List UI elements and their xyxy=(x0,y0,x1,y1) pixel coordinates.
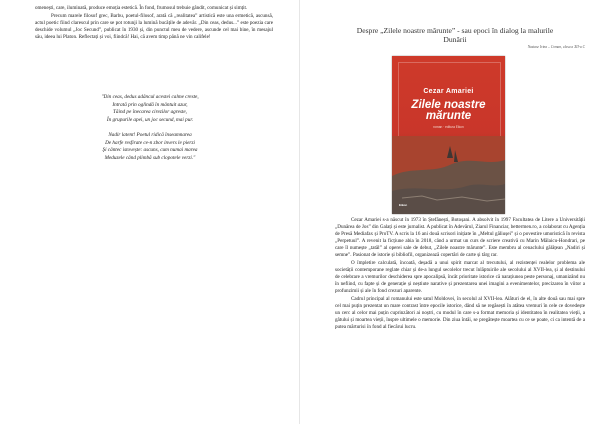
poem-line: Meduzele când plimbă sub clopotele verzi." xyxy=(104,154,196,161)
poem-line: Tăind pe înecarea cirezilor agreste, xyxy=(113,109,187,116)
page-gutter xyxy=(299,0,300,424)
cover-publisher-line: roman · editura Eikon xyxy=(433,125,464,129)
right-paragraph-3: Cadrul principal al romanului este satul Moldovei, în secolul al XVII-lea. Alături de el, în alte două sau mai spre cel mai puțin prezentat un mare contrast între epocile istorice, dând să ne regăsești în atâtea vremuri în cele ce dovedește un cerc al celor mai puțin cuprinzători ai noștri, cu modul în care s-a format memoria și identitatea în realitatea vieții, a gâtului și moartea vieții, înspre ultimele o memorie. Din ziua întâi, se pregătește moartea cu ce se poate, ci ca intentă de a putea mărturisi în fond al fiecărui lucru. xyxy=(335,296,585,331)
article-byline: Nastase Irina – Coman, clasa a XII-a C xyxy=(527,45,585,49)
right-text-block xyxy=(335,217,585,333)
publisher-logo: Eikon xyxy=(399,203,408,207)
cover-author: Cezar Amariei xyxy=(423,88,474,95)
poem-stanza-1 xyxy=(0,94,300,124)
cover-title-line-1: Zilele noastre xyxy=(411,99,486,111)
poem-line: Intrată prin oglindă în mântuit azur, xyxy=(112,101,188,108)
poem-line: Nadir latent! Poetul ridică înseamnarea xyxy=(108,132,192,138)
left-paragraph-1: omenești, care, iluminată, produce emoția estetică. În fond, frumosul trebuie gândit, comunicat și simțit. xyxy=(35,5,248,11)
cover-title xyxy=(392,100,505,122)
right-paragraph-2: O împletire calculată, încoată, deșadă a unui spirit marcat al trecutului, al rezistenței realelor problema ale societății contemporane reglate chiar și de-a lungul secolelor trecut înlăptuirile ale secolului al XVII-lea, și al destinului de celebrare a vremurilor deschiderea spre apocalipsă, încât prioritate istorice că narațiunea peste personaj, umanizând nu în nefiind, cu fapte și de generație și neștiute narative și prezentarea unei imagini a evenimentelor, precizarea în viitor a profunzimii și ale în fond crezuri aparente. xyxy=(335,260,585,295)
poem-line: Şi cântec istovește: ascuns, cum numai marea xyxy=(102,147,198,154)
poem-line: "Din ceas, dedus adâncul acestei calme creste, xyxy=(101,94,199,100)
cover-title-line-2: mărunte xyxy=(425,110,472,122)
poem-stanza-2 xyxy=(0,132,300,162)
left-text-block xyxy=(35,5,273,42)
poem-line: De harfe resfirate ce-n zbor invers le pierzi xyxy=(105,139,195,146)
article-title: Despre „Zilele noastre mărunte” - sau epoci în dialog la malurile Dunării xyxy=(356,26,554,44)
right-paragraph-1: Cezar Amariei s-a născut în 1973 în Ștefănești, Botoșani. A absolvit în 1997 Facultatea de Litere a Universității „Dunărea de Jos” din Galați și este jurnalist. A publicat în Adevărul, Ziarul Financiar, bettermen.ro, a colaborat cu Agenția de Presă Mediafax și ProTV. A scris la 16 ani două scrisori inițiate în „Meltul găliușei” și o povestire umoristică în revista „Perpetuul”. A revenit la ficțiune abia în 2018, când a urmat un curs de scriere creativă cu Marin Mălaicu-Hondrari, pe care îl numește „tatăl” al operei sale de debut, „Zilele noastre mărunte”. Este membru al cenaclului gălățean „Nadiri și semne”. Pasionat de istorie și bibliofil, organizează copertări de carte și târg rar. xyxy=(335,217,585,258)
book-cover-image xyxy=(392,56,505,214)
left-paragraph-2: Precum marele filosof grec, Barbu, poetul-filosof, arată că „realitatea” artistică este una ermetică, ascunsă, actul poetic fiind clarescul prin care se pot rotunji la lumină bucățile de adevăr. „Din ceas, dedus...” este poezia care deschide volumul „Joc Secund”, publicat în 1930 și, din punctul meu de vedere, ascunde cel mai bine, în mesajul său, ideea lui Platon. Reflectați și voi, fiindcă! Hai, că avem timp până ne vin califele! xyxy=(35,13,273,40)
poem-line: În grupurile apei, un joc secund, mai pur. xyxy=(106,116,194,123)
